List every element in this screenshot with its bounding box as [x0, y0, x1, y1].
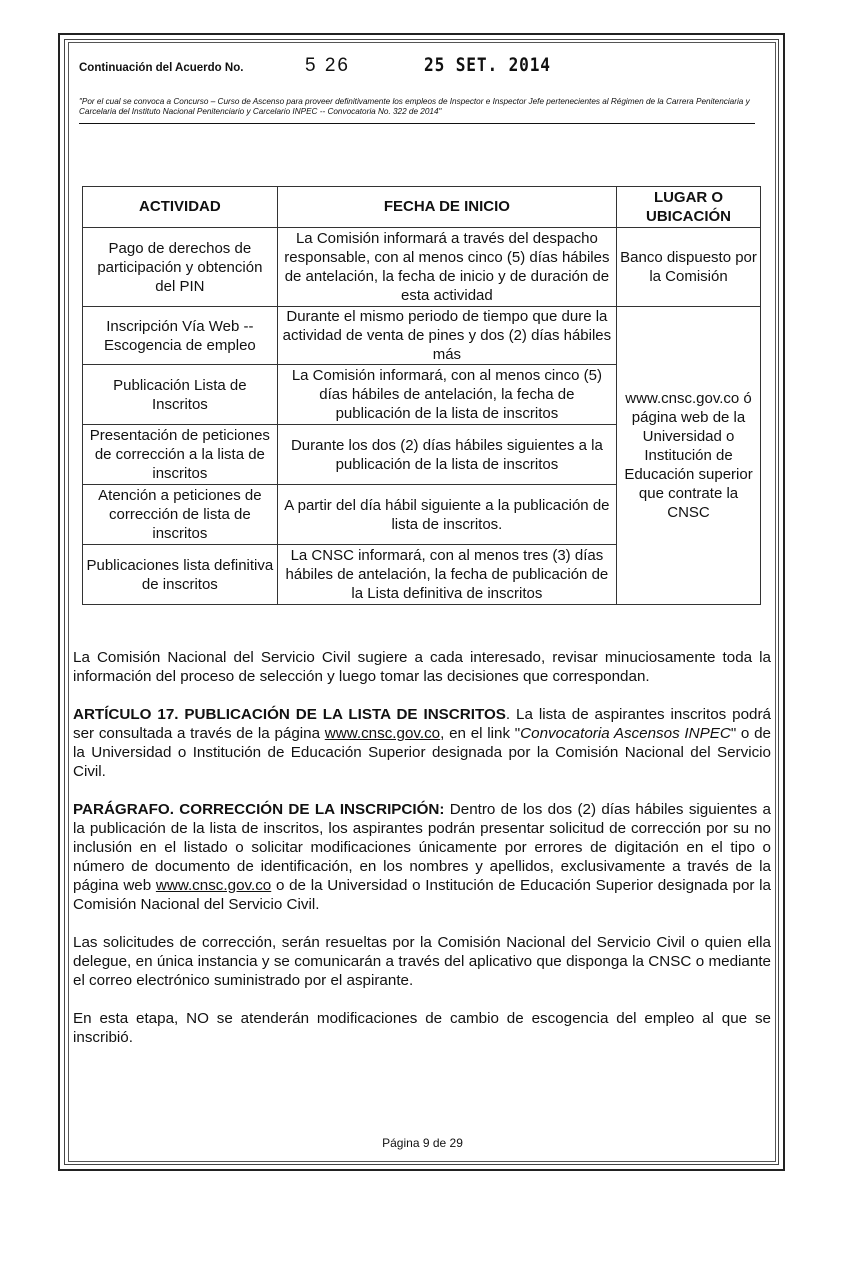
cell-actividad: Presentación de peticiones de corrección a la lista de inscritos: [83, 425, 278, 485]
schedule-table: [82, 186, 761, 605]
cell-actividad: Publicación Lista de Inscritos: [83, 365, 278, 425]
cell-actividad: Pago de derechos de participación y obtención del PIN: [83, 228, 278, 307]
cell-actividad: Publicaciones lista definitiva de inscritos: [83, 545, 278, 605]
cnsc-link[interactable]: www.cnsc.gov.co: [324, 725, 441, 742]
cell-actividad: Inscripción Vía Web -- Escogencia de empleo: [83, 307, 278, 365]
article-17-link-name: Convocatoria Ascensos INPEC: [520, 725, 731, 742]
page-number: Página 9 de 29: [382, 1136, 463, 1150]
article-17: [73, 705, 771, 781]
header-label: Continuación del Acuerdo No.: [79, 62, 244, 74]
paragraph-correction-title: PARÁGRAFO. CORRECCIÓN DE LA INSCRIPCIÓN:: [73, 801, 445, 818]
cnsc-link[interactable]: www.cnsc.gov.co: [155, 877, 272, 894]
article-17-title: ARTÍCULO 17. PUBLICACIÓN DE LA LISTA DE INSCRITOS: [73, 706, 506, 723]
cell-fecha: A partir del día hábil siguiente a la publicación de lista de inscritos.: [277, 485, 616, 545]
article-17-text-c: " o de la Universidad o Institución de Educación Superior designada por la Comisión Nacional del Servicio Civil.: [73, 725, 771, 780]
paragraph-correction-text-b: o de la Universidad o Institución de Educación Superior designada por la Comisión Nacional del Servicio Civil.: [73, 877, 771, 913]
cell-fecha: La Comisión informará, con al menos cinco (5) días hábiles de antelación, la fecha de publicación de la lista de inscritos: [277, 365, 616, 425]
header-quote: "Por el cual se convoca a Concurso – Curso de Ascenso para proveer definitivamente los empleos de Inspector e Inspector Jefe pertenecientes al Régimen de la Carrera Penitenciaria y Carcelaria del Instituto Nacional Penitenciario y Carcelario INPEC -- Convocatoria No. 322 de 2014": [79, 97, 750, 116]
paragraph-recommendation: La Comisión Nacional del Servicio Civil sugiere a cada interesado, revisar minuciosamente toda la información del proceso de selección y luego tomar las decisiones que correspondan.: [73, 649, 771, 685]
header-divider: [79, 123, 755, 124]
paragraph-resolution: Las solicitudes de corrección, serán resueltas por la Comisión Nacional del Servicio Civil o quien ella delegue, en única instancia y se comunicarán a través del aplicativo que disponga la CNSC o mediante el correo electrónico suministrado por el aspirante.: [73, 934, 771, 989]
cell-fecha: La CNSC informará, con al menos tres (3) días hábiles de antelación, la fecha de publicación de la Lista definitiva de inscritos: [277, 545, 616, 605]
agreement-number: 5 26: [305, 55, 350, 76]
paragraph-correction: [73, 800, 771, 914]
cell-lugar: Banco dispuesto por la Comisión: [617, 228, 761, 307]
cell-fecha: Durante el mismo periodo de tiempo que dure la actividad de venta de pines y dos (2) días hábiles más: [277, 307, 616, 365]
paragraph-correction-text-a: Dentro de los dos (2) días hábiles siguientes a la publicación de la lista de inscritos, los aspirantes podrán presentar solicitud de corrección por su no inclusión en el listado o solicitar modificaciones únicamente por errores de digitación en el tipo o número de documento de identificación, en los nombres y apellidos, exclusivamente a través de la página web: [73, 801, 771, 894]
table-row: [83, 228, 761, 307]
table-header-row: [83, 187, 761, 228]
cell-fecha: La Comisión informará a través del despacho responsable, con al menos cinco (5) días hábiles de antelación, la fecha de inicio y de duración de esta actividad: [277, 228, 616, 307]
table-row: [83, 307, 761, 365]
column-header-lugar: LUGAR O UBICACIÓN: [617, 187, 761, 228]
cell-lugar-merged: www.cnsc.gov.co ó página web de la Universidad o Institución de Educación superior que contrate la CNSC: [617, 307, 761, 605]
article-17-text-b: , en el link ": [440, 725, 521, 742]
column-header-fecha: FECHA DE INICIO: [277, 187, 616, 228]
stamp-date: 25 SET. 2014: [424, 54, 551, 76]
cell-actividad: Atención a peticiones de corrección de lista de inscritos: [83, 485, 278, 545]
paragraph-stage-note: En esta etapa, NO se atenderán modificaciones de cambio de escogencia del empleo al que se inscribió.: [73, 1010, 771, 1046]
cell-fecha: Durante los dos (2) días hábiles siguientes a la publicación de la lista de inscritos: [277, 425, 616, 485]
article-17-text-a: . La lista de aspirantes inscritos podrá ser consultada a través de la página: [73, 706, 771, 742]
column-header-actividad: ACTIVIDAD: [83, 187, 278, 228]
